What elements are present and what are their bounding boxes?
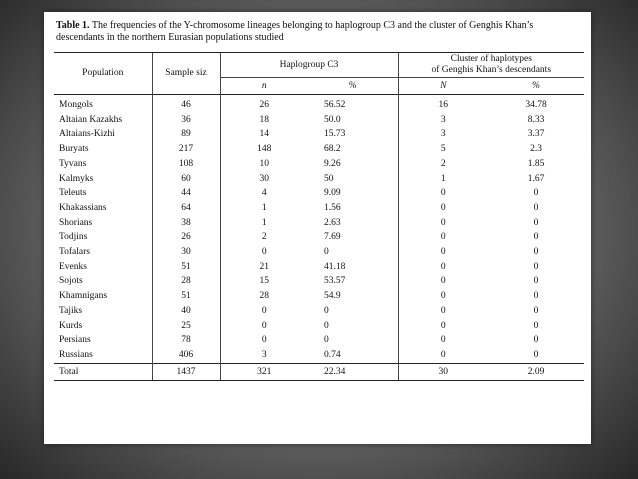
cell-percent-2: 34.78 [525, 100, 547, 110]
cell-percent-2: 0 [533, 335, 539, 346]
cell-N: 0 [398, 201, 488, 216]
cell-n: 1 [220, 201, 308, 216]
cell-percent-2: 0 [533, 202, 539, 213]
cell-population: Altaian Kazakhs [59, 114, 123, 125]
cell-sample: 36 [152, 113, 220, 128]
frequency-table [54, 53, 584, 380]
table-body [54, 95, 584, 364]
table-row [54, 274, 584, 289]
cell-population: Altaians-Kizhi [59, 129, 115, 140]
table-row [54, 172, 584, 187]
table-row [54, 216, 584, 231]
table-row [54, 245, 584, 260]
cell-sample: 51 [152, 289, 220, 304]
table-row [54, 289, 584, 304]
cell-n: 148 [220, 142, 308, 157]
table-row [54, 186, 584, 201]
cell-N: 0 [398, 304, 488, 319]
cell-population: Russians [59, 349, 93, 360]
cell-n: 15 [220, 274, 308, 289]
cell-percent-2: 0 [533, 276, 539, 287]
header-haplogroup-c3: Haplogroup C3 [220, 53, 398, 78]
header-sample-size: Sample siz [152, 53, 220, 95]
header-n-upper: N [398, 78, 488, 95]
caption-label: Table 1. [56, 20, 90, 31]
cell-percent: 0 [324, 305, 329, 316]
cell-population: Tofalars [59, 247, 90, 258]
cell-n: 3 [220, 348, 308, 363]
cell-sample: 28 [152, 274, 220, 289]
cell-n: 0 [220, 333, 308, 348]
cell-percent-2: 3.37 [527, 129, 545, 140]
cell-percent: 50 [324, 173, 334, 184]
cell-percent-2: 0 [533, 349, 539, 360]
table-row [54, 95, 584, 113]
cell-n: 4 [220, 186, 308, 201]
header-percent-2: % [488, 78, 584, 95]
cell-sample: 26 [152, 230, 220, 245]
cell-percent-2: 1.85 [527, 158, 545, 169]
cell-percent: 56.52 [324, 100, 346, 110]
cell-N: 0 [398, 260, 488, 275]
cell-n: 2 [220, 230, 308, 245]
cell-N: 0 [398, 348, 488, 363]
cell-population: Mongols [59, 100, 93, 110]
cell-N: 3 [398, 113, 488, 128]
cell-population: Evenks [59, 261, 87, 272]
total-row [54, 363, 584, 380]
cell-N: 16 [398, 95, 488, 113]
cell-N: 1 [398, 172, 488, 187]
cell-sample: 46 [152, 95, 220, 113]
cell-percent-2: 0 [533, 320, 539, 331]
cell-population: Tajiks [59, 305, 83, 316]
header-population: Population [82, 68, 124, 78]
cell-sample: 25 [152, 319, 220, 334]
header-n-lower: n [220, 78, 308, 95]
table-row [54, 230, 584, 245]
cell-n: 10 [220, 157, 308, 172]
cell-percent-2: 1.67 [527, 173, 545, 184]
cell-N: 0 [398, 319, 488, 334]
cell-n: 0 [220, 319, 308, 334]
cell-percent-2: 0 [533, 291, 539, 302]
cell-N: 0 [398, 245, 488, 260]
header-genghis-cluster [398, 53, 584, 78]
cell-N: 2 [398, 157, 488, 172]
cell-percent: 9.26 [324, 158, 341, 169]
cell-n: 28 [220, 289, 308, 304]
table-row [54, 348, 584, 363]
cell-population: Kalmyks [59, 173, 94, 184]
cell-population: Shorians [59, 217, 93, 228]
cell-sample: 64 [152, 201, 220, 216]
cell-population: Kurds [59, 320, 83, 331]
cell-percent: 7.69 [324, 232, 341, 243]
cell-percent: 1.56 [324, 202, 341, 213]
header-cluster-line2: of Genghis Khan’s descendants [431, 65, 552, 75]
cell-population: Khamnigans [59, 291, 108, 302]
cell-population: Khakassians [59, 202, 107, 213]
table-row [54, 304, 584, 319]
cell-n: 14 [220, 127, 308, 142]
cell-sample: 108 [152, 157, 220, 172]
cell-N: 0 [398, 230, 488, 245]
cell-population: Buryats [59, 144, 89, 155]
cell-percent: 50.0 [324, 114, 341, 125]
cell-percent: 0 [324, 320, 329, 331]
header-percent-1: % [308, 78, 398, 95]
cell-N: 0 [398, 289, 488, 304]
cell-percent: 9.09 [324, 188, 341, 199]
cell-sample: 38 [152, 216, 220, 231]
cell-percent: 15.73 [324, 129, 346, 140]
cell-N: 0 [398, 216, 488, 231]
table-caption [56, 20, 584, 44]
table-row [54, 157, 584, 172]
table-row [54, 142, 584, 157]
cell-percent-2: 0 [533, 247, 539, 258]
cell-percent: 0 [324, 247, 329, 258]
cell-n: 26 [220, 95, 308, 113]
total-percent-2: 2.09 [488, 363, 584, 380]
slide-panel [44, 12, 591, 444]
cell-sample: 217 [152, 142, 220, 157]
cell-population: Sojots [59, 276, 83, 287]
cell-n: 21 [220, 260, 308, 275]
cell-N: 0 [398, 274, 488, 289]
cell-percent-2: 0 [533, 188, 539, 199]
total-sample: 1437 [152, 363, 220, 380]
cell-percent-2: 0 [533, 217, 539, 228]
header-cluster-line1: Cluster of haplotypes [450, 54, 532, 64]
total-percent: 22.34 [308, 363, 398, 380]
cell-percent: 68.2 [324, 144, 341, 155]
cell-n: 0 [220, 304, 308, 319]
cell-percent: 41.18 [324, 261, 346, 272]
cell-population: Tyvans [59, 158, 87, 169]
total-label: Total [54, 363, 152, 380]
cell-percent-2: 8.33 [527, 114, 545, 125]
table-row [54, 260, 584, 275]
cell-sample: 44 [152, 186, 220, 201]
cell-N: 0 [398, 333, 488, 348]
caption-text: The frequencies of the Y-chromosome lineages belonging to haplogroup C3 and the cluster of Genghis Khan’s descendants in the northern Eurasian populations studied [56, 20, 534, 43]
cell-percent: 0 [324, 335, 329, 346]
cell-population: Teleuts [59, 188, 87, 199]
cell-sample: 406 [152, 348, 220, 363]
cell-N: 3 [398, 127, 488, 142]
cell-N: 5 [398, 142, 488, 157]
cell-sample: 60 [152, 172, 220, 187]
cell-n: 0 [220, 245, 308, 260]
cell-percent: 54.9 [324, 291, 341, 302]
cell-percent-2: 0 [533, 232, 539, 243]
cell-percent-2: 0 [533, 261, 539, 272]
table-row [54, 201, 584, 216]
cell-n: 1 [220, 216, 308, 231]
cell-sample: 89 [152, 127, 220, 142]
cell-n: 30 [220, 172, 308, 187]
cell-percent: 0.74 [324, 349, 341, 360]
cell-n: 18 [220, 113, 308, 128]
total-N: 30 [398, 363, 488, 380]
cell-percent-2: 2.3 [530, 144, 542, 155]
table-row [54, 127, 584, 142]
cell-sample: 51 [152, 260, 220, 275]
cell-sample: 78 [152, 333, 220, 348]
cell-sample: 30 [152, 245, 220, 260]
table-row [54, 333, 584, 348]
cell-sample: 40 [152, 304, 220, 319]
table-row [54, 319, 584, 334]
cell-population: Todjins [59, 232, 88, 243]
table-row [54, 113, 584, 128]
cell-population: Persians [59, 335, 91, 346]
frequency-table-wrapper [54, 52, 584, 381]
cell-percent: 2.63 [324, 217, 341, 228]
cell-percent-2: 0 [533, 305, 539, 316]
total-n: 321 [220, 363, 308, 380]
cell-N: 0 [398, 186, 488, 201]
cell-percent: 53.57 [324, 276, 346, 287]
